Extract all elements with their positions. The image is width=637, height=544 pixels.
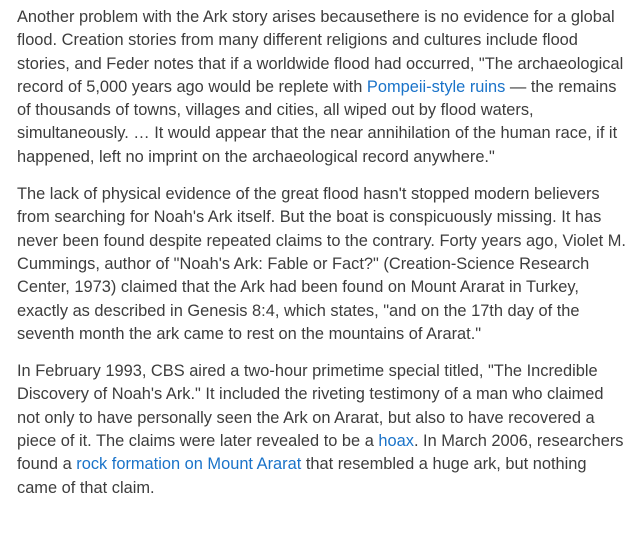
text-segment: Another problem with the Ark story arises becausethere is no evidence for a global flood. Creation stories from many different religions and cultures include flood stories, and Feder notes that if a worldwide flood had occurred, "The archaeological record of 5,000 years ago would be replete with (17, 8, 624, 96)
text-segment: . In March 2006, researchers found a (17, 432, 624, 474)
paragraph-cbs-special (17, 360, 629, 500)
text-segment: that resembled a huge ark, but nothing came of that claim. (17, 455, 587, 497)
text-segment: — the remains of thousands of towns, villages and cities, all wiped out by flood waters, simultaneously. … It would appear that the near annihilation of the human race, if it happened, left no imprint on the archaeological record anywhere." (17, 77, 618, 166)
link-rock-formation-mount-ararat[interactable]: rock formation on Mount Ararat (76, 455, 302, 474)
paragraph-ark-search (17, 183, 629, 346)
paragraph-global-flood (17, 6, 629, 169)
text-segment: In February 1993, CBS aired a two-hour primetime special titled, "The Incredible Discovery of Noah's Ark." It included the riveting testimony of a man who claimed not only to have personally seen the Ark on Ararat, but also to have recovered a piece of it. The claims were later revealed to be a (17, 362, 604, 451)
link-hoax[interactable]: hoax (378, 432, 414, 451)
text-segment: The lack of physical evidence of the great flood hasn't stopped modern believers from searching for Noah's Ark itself. But the boat is conspicuously missing. It has never been found despite repeated claims to the contrary. Forty years ago, Violet M. Cummings, author of "Noah's Ark: Fable or Fact?" (Creation-Science Research Center, 1973) claimed that the Ark had been found on Mount Ararat in Turkey, exactly as described in Genesis 8:4, which states, "and on the 17th day of the seventh month the ark came to rest on the mountains of Ararat." (17, 185, 626, 343)
article-body (17, 6, 629, 514)
link-pompeii-style-ruins[interactable]: Pompeii-style ruins (366, 77, 506, 96)
